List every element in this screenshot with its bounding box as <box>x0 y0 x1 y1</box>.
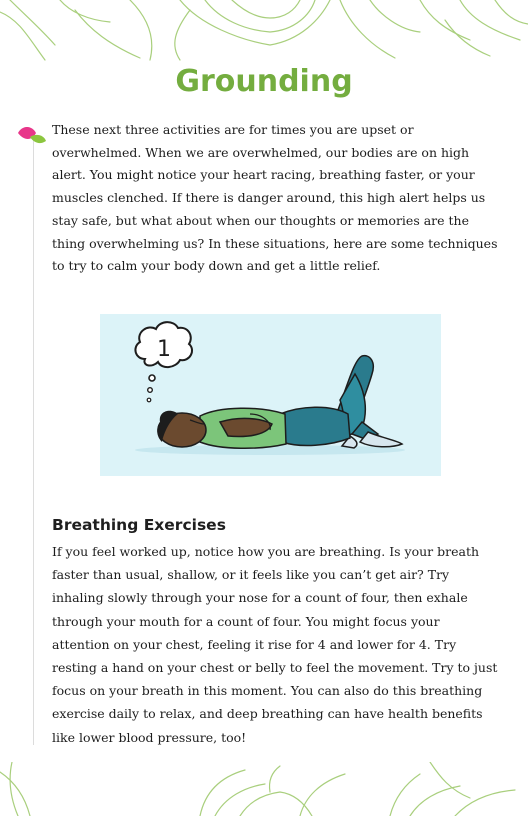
thought-number: 1 <box>157 337 171 362</box>
intro-paragraph: These next three activities are for times you are upset or overwhelmed. When we are overwhelmed, our bodies are on high alert. You might notice your heart racing, breathing faster, or your muscles clenched. If there is danger around, this high alert helps us stay safe, but what about when our thoughts or memories are the thing overwhelming us? In these situations, here are some techniques to try to calm your body down and get a little relief. <box>52 122 498 274</box>
breathing-paragraph: If you feel worked up, notice how you are breathing. Is your breath faster than usual, shallow, or it feels like you can’t get air? Try inhaling slowly through your nose for a count of four, then exhale through your mouth for a count of four. You might focus your attention on your chest, feeling it rise for 4 and lower for 4. Try resting a hand on your chest or belly to feel the movement. Try to just focus on your breath in this moment. You can also do this breathing exercise daily to relax, and deep breathing can have health benefits like lower blood pressure, too! <box>52 544 498 745</box>
page-title: Grounding <box>175 64 353 99</box>
floral-border-bottom <box>0 762 528 816</box>
margin-rule <box>33 140 34 745</box>
section-heading: Breathing Exercises <box>52 516 226 534</box>
breathing-illustration <box>100 314 441 476</box>
person-lying-icon <box>135 356 405 455</box>
leaf-bullet-icon <box>16 123 50 149</box>
floral-border-top <box>0 0 528 62</box>
